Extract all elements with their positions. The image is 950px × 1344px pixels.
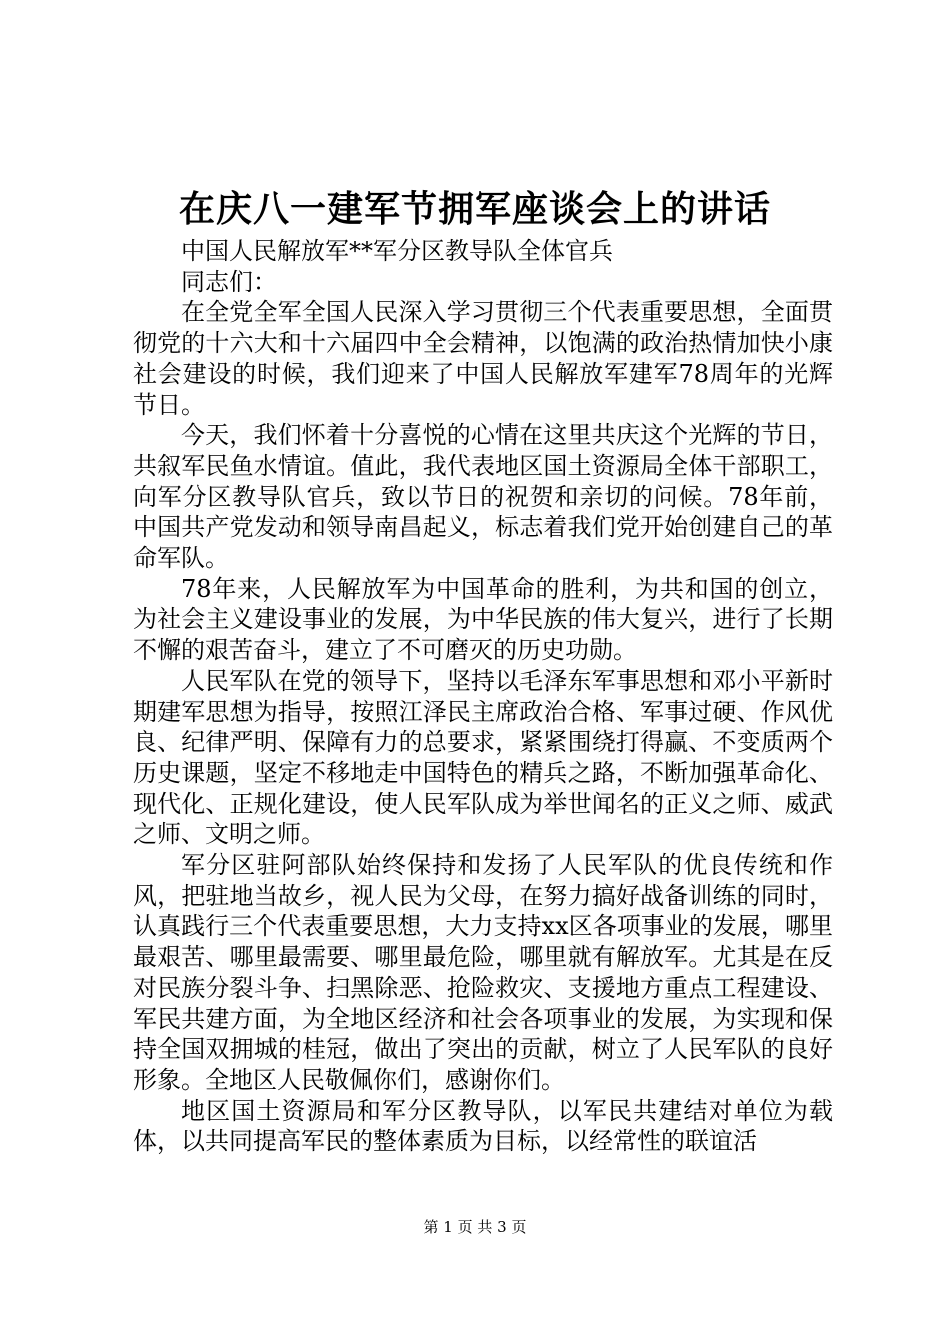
addressee-line: 中国人民解放军**军分区教导队全体官兵 (181, 237, 613, 265)
paragraph-6: 地区国土资源局和军分区教导队，以军民共建结对单位为载体，以共同提高军民的整体素质为目标，以经常性的联谊活 (133, 1096, 833, 1156)
document-title: 在庆八一建军节拥军座谈会上的讲话 (178, 188, 771, 230)
document-body (133, 236, 833, 1157)
paragraph-3: 78年来，人民解放军为中国革命的胜利，为共和国的创立，为社会主义建设事业的发展，为中华民族的伟大复兴，进行了长期不懈的艰苦奋斗，建立了不可磨灭的历史功勋。 (133, 574, 833, 665)
paragraph-4: 人民军队在党的领导下，坚持以毛泽东军事思想和邓小平新时期建军思想为指导，按照江泽民主席政治合格、军事过硬、作风优良、纪律严明、保障有力的总要求，紧紧围绕打得赢、不变质两个历史课题，坚定不移地走中国特色的精兵之路，不断加强革命化、现代化、正规化建设，使人民军队成为举世闻名的正义之师、威武之师、文明之师。 (133, 666, 833, 849)
greeting-line: 同志们： (181, 267, 277, 296)
paragraph-5: 军分区驻阿部队始终保持和发扬了人民军队的优良传统和作风，把驻地当故乡，视人民为父母，在努力搞好战备训练的同时，认真践行三个代表重要思想，大力支持xx区各项事业的发展，哪里最艰苦、哪里最需要、哪里最危险，哪里就有解放军。尤其是在反对民族分裂斗争、扫黑除恶、抢险救灾、支援地方重点工程建设、军民共建方面，为全地区经济和社会各项事业的发展，为实现和保持全国双拥城的桂冠，做出了突出的贡献，树立了人民军队的良好形象。全地区人民敬佩你们，感谢你们。 (133, 851, 833, 1094)
page-footer: 第 1 页 共 3 页 (423, 1218, 527, 1236)
paragraph-1: 在全党全军全国人民深入学习贯彻三个代表重要思想，全面贯彻党的十六大和十六届四中全会精神，以饱满的政治热情加快小康社会建设的时候，我们迎来了中国人民解放军建军78周年的光辉节日。 (133, 298, 833, 419)
paragraph-2: 今天，我们怀着十分喜悦的心情在这里共庆这个光辉的节日，共叙军民鱼水情谊。值此，我代表地区国土资源局全体干部职工，向军分区教导队官兵，致以节日的祝贺和亲切的问候。78年前，中国共产党发动和领导南昌起义，标志着我们党开始创建自己的革命军队。 (133, 421, 833, 573)
